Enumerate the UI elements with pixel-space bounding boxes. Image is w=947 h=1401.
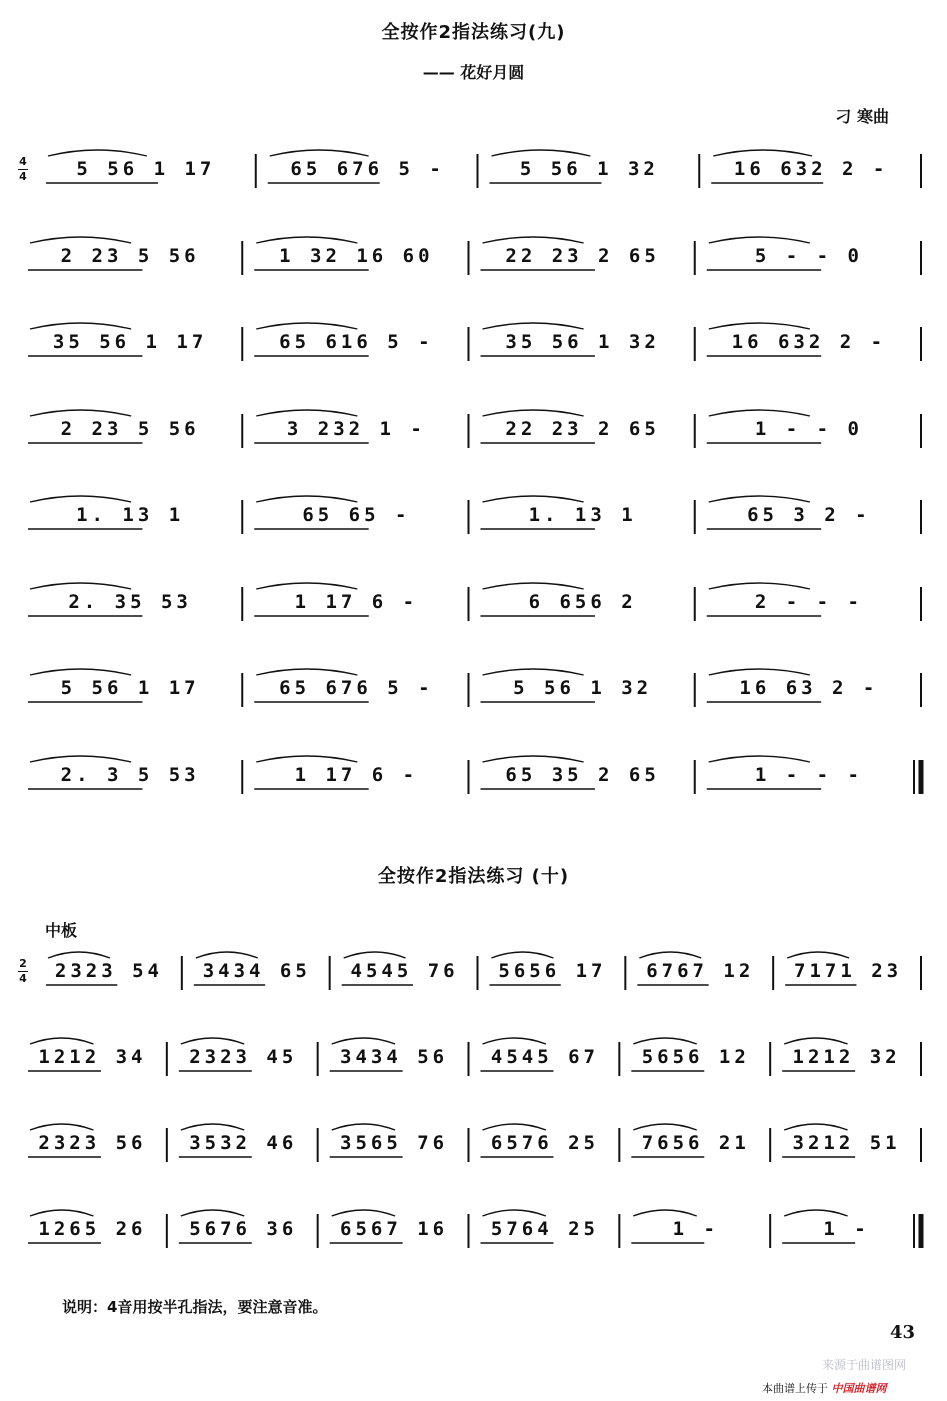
measure: 5 56 1 17 [60,677,200,699]
slur-arc [709,756,810,762]
measure: 5 - - 0 [754,244,863,267]
ex9-line [18,756,923,796]
slur-arc [30,583,131,589]
slur-arc [639,952,701,958]
measure: 1265 26 [38,1218,147,1240]
measure: 1212 32 [792,1046,901,1068]
ex9-line [18,237,923,277]
measure: 4545 67 [490,1046,599,1068]
measure: 6767 12 [646,960,755,982]
tempo-marking: 中板 [45,921,78,940]
measure: 1. 13 1 [528,504,637,526]
measure: 2. 35 53 [68,590,192,613]
slur-arc [332,1210,395,1216]
ex9-line [18,496,923,536]
ex10-line [18,1038,923,1078]
measure: 35 56 1 32 [505,331,660,353]
measure: 4545 76 [350,960,459,982]
slur-arc [30,237,131,243]
slur-arc [256,496,357,502]
measure: 5656 17 [498,960,607,982]
slur-arc [492,952,554,958]
slur-arc [787,952,849,958]
measure: 1 32 16 60 [279,244,434,267]
slur-arc [181,1038,244,1044]
measure: 7656 21 [641,1132,750,1154]
measure: 5 56 1 32 [519,158,659,180]
ex9-line [18,669,923,709]
slur-arc [256,583,357,589]
measure: 65 65 - [302,504,411,526]
slur-arc [344,952,406,958]
slur-arc [256,756,357,762]
slur-arc [30,1124,93,1130]
watermark [762,1356,942,1400]
slur-arc [709,410,810,416]
ex10-line [18,952,923,992]
measure: 6 656 2 [528,590,637,613]
measure: 1212 34 [38,1046,147,1068]
slur-arc [48,952,110,958]
measure: 1 17 6 - [294,590,419,613]
slur-arc [709,669,810,675]
ex9-line [18,583,923,623]
slur-arc [332,1038,395,1044]
slur-arc [713,150,812,156]
slur-arc [181,1210,244,1216]
time-signature [18,958,28,985]
measure: 65 676 5 - [279,677,434,699]
slur-arc [48,150,147,156]
measure: 5764 25 [490,1218,599,1240]
measure: 3434 65 [202,960,311,982]
measure: 1 - [823,1218,870,1240]
performance-note: 说明：4音用按半孔指法，要注意音准。 [62,1298,328,1316]
measure: 65 616 5 - [279,331,434,353]
ex9-line [18,410,923,450]
slur-arc [30,496,131,502]
slur-arc [483,756,584,762]
watermark-footer-prefix: 本曲谱上传于 [762,1382,828,1395]
slur-arc [784,1210,847,1216]
measure: 65 676 5 - [290,158,445,180]
slur-arc [30,1210,93,1216]
exercise10-title: 全按作2指法练习 (十) [377,866,570,887]
measure: 35 56 1 17 [52,331,208,353]
measure: 3532 46 [189,1132,298,1154]
slur-arc [483,237,584,243]
measure: 65 35 2 65 [505,763,660,786]
slur-arc [30,756,131,762]
slur-arc [709,583,810,589]
watermark-footer [762,1380,887,1396]
slur-arc [30,669,131,675]
measure: 5676 36 [189,1218,298,1240]
watermark-source: 来源于曲谱图网 [822,1358,907,1372]
measure: 3565 76 [340,1132,449,1154]
slur-arc [492,150,591,156]
measure: 2323 45 [189,1046,298,1068]
time-signature-top: 4 [19,155,27,168]
composer-credit: 刁 寒曲 [835,107,889,126]
measure: 3212 51 [792,1132,901,1154]
measure: 6567 16 [340,1218,449,1240]
time-signature-bottom: 4 [19,170,27,183]
measure: 16 632 2 - [731,331,887,353]
slur-arc [256,410,357,416]
ex10-line [18,1210,923,1250]
slur-arc [483,583,584,589]
slur-arc [633,1038,696,1044]
measure: 16 63 2 - [739,677,879,699]
page-number: 43 [889,1322,915,1343]
measure: 22 23 2 65 [505,417,660,440]
slur-arc [256,323,357,329]
slur-arc [256,237,357,243]
measure: 5 56 1 17 [76,158,216,180]
exercise9-subtitle: —— 花好月圆 [422,63,525,82]
ex9-line [18,323,923,363]
slur-arc [196,952,258,958]
slur-arc [483,1124,546,1130]
measure: 1 - - 0 [754,417,863,440]
measure: 5 56 1 32 [513,677,653,699]
measure: 2. 3 5 53 [60,763,200,786]
measure: 65 3 2 - [747,504,871,526]
measure: 2 23 5 56 [60,244,200,267]
measure: 1 17 6 - [294,763,419,786]
measure: 5656 12 [641,1046,750,1068]
measure: 3434 56 [340,1046,449,1068]
measure: 2 23 5 56 [60,417,200,440]
measure: 16 632 2 - [733,158,889,180]
measure: 3 232 1 - [286,417,426,440]
measure: 2 - - - [754,590,863,613]
measure: 1 - [672,1218,719,1240]
slur-arc [483,1210,546,1216]
slur-arc [709,323,810,329]
ex9-line [18,150,923,190]
measure: 1. 13 1 [76,504,185,526]
slur-arc [483,323,584,329]
slur-arc [30,410,131,416]
slur-arc [709,496,810,502]
slur-arc [483,1038,546,1044]
slur-arc [30,323,131,329]
exercise9-title: 全按作2指法练习(九) [381,22,566,43]
measure: 7171 23 [794,960,903,982]
slur-arc [483,496,584,502]
slur-arc [633,1210,696,1216]
slur-arc [332,1124,395,1130]
watermark-footer-site: 中国曲谱网 [831,1382,887,1395]
measure: 6576 25 [490,1132,599,1154]
slur-arc [256,669,357,675]
slur-arc [30,1038,93,1044]
time-signature-top: 2 [19,957,27,970]
slur-arc [633,1124,696,1130]
slur-arc [784,1124,847,1130]
slur-arc [270,150,369,156]
measure: 22 23 2 65 [505,244,660,267]
slur-arc [181,1124,244,1130]
time-signature-bottom: 4 [19,972,27,985]
measure: 2323 56 [38,1132,147,1154]
slur-arc [709,237,810,243]
slur-arc [483,410,584,416]
ex10-line [18,1124,923,1164]
measure: 1 - - - [754,763,863,786]
measure: 2323 54 [54,960,163,982]
slur-arc [784,1038,847,1044]
slur-arc [483,669,584,675]
time-signature [18,156,28,183]
